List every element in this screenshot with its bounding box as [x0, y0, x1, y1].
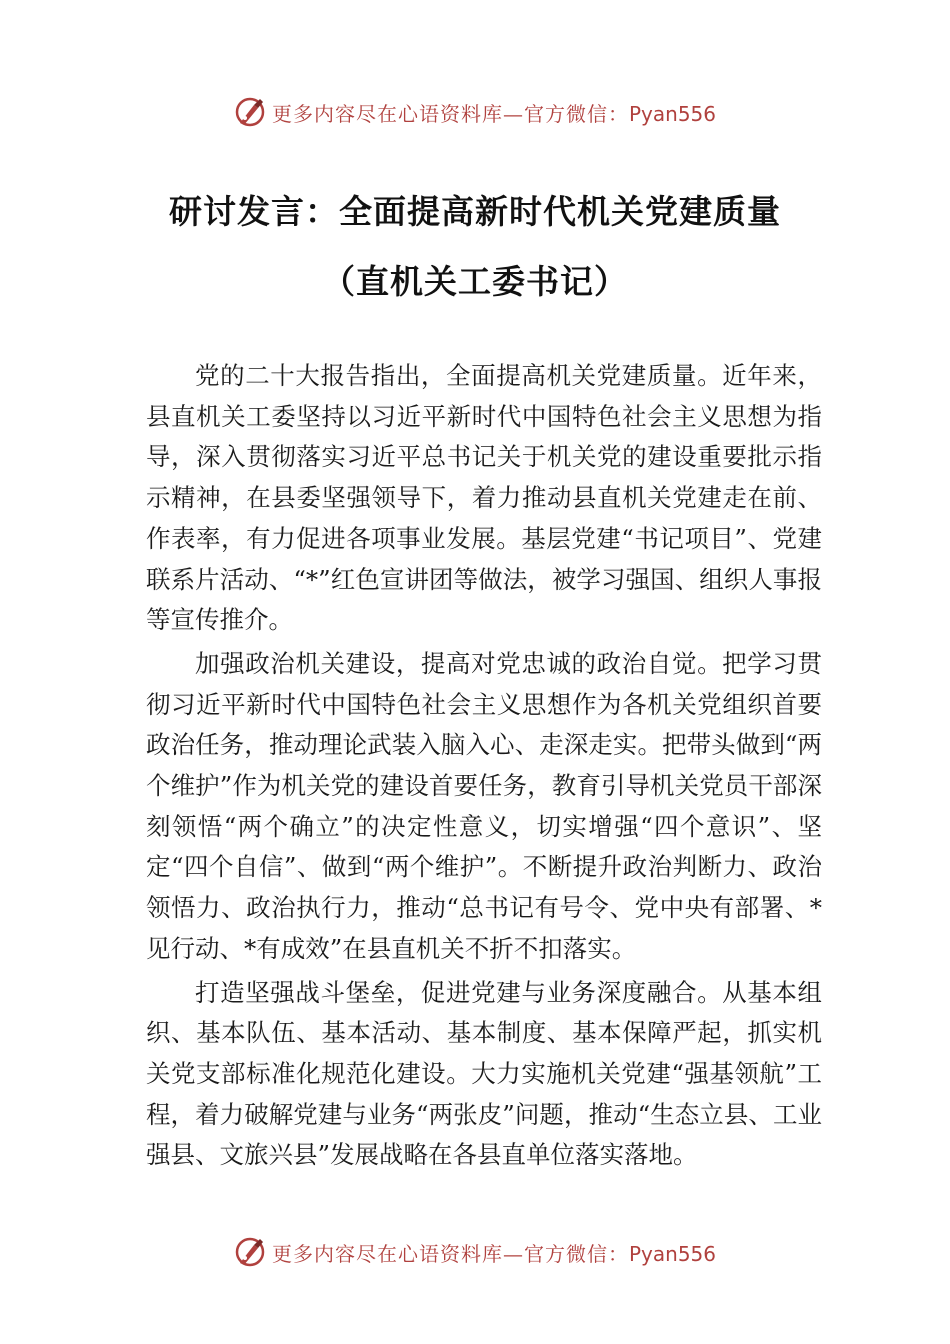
header-banner	[0, 92, 950, 132]
banner-text: 更多内容尽在心语资料库—官方微信：Pyan556	[271, 101, 716, 126]
pen-seal-logo-icon	[234, 96, 266, 128]
document-body	[146, 356, 822, 1179]
wechat-id: Pyan556	[628, 101, 716, 126]
document-title: 研讨发言：全面提高新时代机关党建质量	[169, 192, 781, 231]
document-subtitle: （直机关工委书记）	[322, 262, 628, 301]
wechat-id: Pyan556	[628, 1241, 716, 1266]
banner-text: 更多内容尽在心语资料库—官方微信：Pyan556	[271, 1241, 716, 1266]
pen-seal-logo-icon	[234, 1236, 266, 1268]
footer-banner	[0, 1232, 950, 1272]
paragraph: 打造坚强战斗堡垒，促进党建与业务深度融合。从基本组织、基本队伍、基本活动、基本制度、基本保障严起，抓实机关党支部标准化规范化建设。大力实施机关党建“强基领航”工程，着力破解党建与业务“两张皮”问题，推动“生态立县、工业强县、文旅兴县”发展战略在各县直单位落实落地。	[146, 977, 822, 1170]
paragraph: 党的二十大报告指出，全面提高机关党建质量。近年来，县直机关工委坚持以习近平新时代中国特色社会主义思想为指导，深入贯彻落实习近平总书记关于机关党的建设重要批示指示精神，在县委坚强领导下，着力推动县直机关党建走在前、作表率，有力促进各项事业发展。基层党建“书记项目”、党建联系片活动、“*”红色宣讲团等做法，被学习强国、组织人事报等宣传推介。	[146, 361, 822, 635]
paragraph: 加强政治机关建设，提高对党忠诚的政治自觉。把学习贯彻习近平新时代中国特色社会主义思想作为各机关党组织首要政治任务，推动理论武装入脑入心、走深走实。把带头做到“两个维护”作为机关党的建设首要任务，教育引导机关党员干部深刻领悟“两个确立”的决定性意义，切实增强“四个意识”、坚定“四个自信”、做到“两个维护”。不断提升政治判断力、政治领悟力、政治执行力，推动“总书记有号令、党中央有部署、*见行动、*有成效”在县直机关不折不扣落实。	[146, 648, 822, 963]
